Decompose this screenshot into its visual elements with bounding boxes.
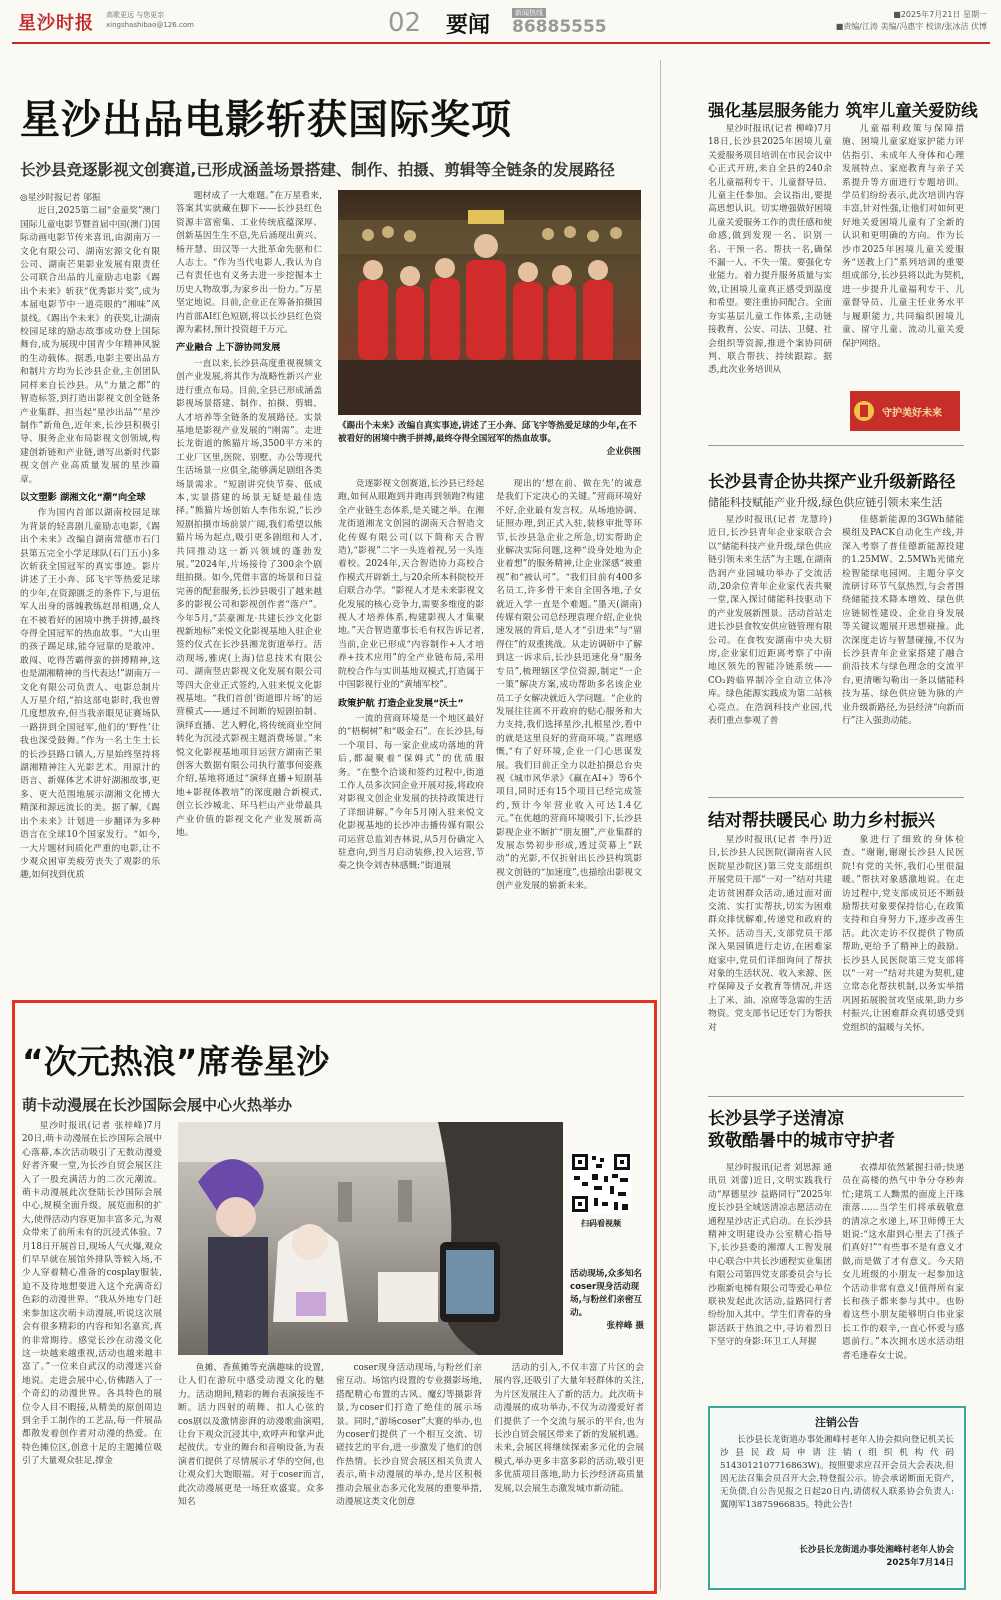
lead-paragraph: 竞逐影视文创赛道,长沙县已经起跑,如何从眼跑到并跑再到领跑?构建全产业链生态体系,是关键之举。在湘龙街道湘龙文创园的湖南天合智造文化传媒有限公司(以下简称天合智造),“影视”二字一头连着视,另一头连着校。2024年,天合智造协力高校合作模式开辟新土,与20余所本科院校开启联合办学。“影视人才是未来影视文化发展的核心竞争力,需要多维度的影视人才培养体系,构建影视人才集聚地。”天合智造董事长毛有权告诉记者,当前,企业已形成“内容制作+人才培养+技术应用”的全产业链布局,采用院校合作与实训基地双模式,打造属于中国影视行业的“黄埔军校”。	[338, 479, 484, 691]
lead-paragraph: 一流的营商环境是一个地区最好的“梧桐树”和“吸金石”。在长沙县,每一个项目、每一家企业成功落地的背后,都凝聚着“保姆式”的优质服务。“在整个洽谈和签约过程中,街道工作人员多次同企业开展对接,将政府对影视文创企业发展的扶持政策进行了详细讲解。”今年5月刚入驻来悦文化影视基地的长沙冲击播传媒有限公司运营总监刘杏林说,从5月份确定入驻意向,到当月启动装修,投入运营,节奏之快令刘杏林感慨:“街道展	[338, 713, 484, 872]
summer-volunteers-title-line-2: 致敬酷暑中的城市守护者	[708, 1131, 895, 1151]
notice-date: 2025年7月14日	[886, 1558, 954, 1568]
summer-volunteers-paragraph: 衣襟却依然紧握扫帚;快递员在高楼的热气中争分夺秒奔忙;建筑工人黝黑的面庞上汗珠滚落……当学生们将承载敬意的清凉之水递上,环卫师傅王大姐说:“这水甜到心里去了!孩子们真好!”“有些事不是有意义才做,而是做了才有意义。今天陪女儿班级的小朋友一起参加这个活动非常有意义!值得所有家长和孩子都来参与其中。也盼着这些小朋友能够明白伟业家长工作的艰辛,一直心怀爱与感恩前行。”本次拥水送水活动组者毛逢春女士说。	[842, 1163, 964, 1361]
lead-paragraph: 作为国内首部以湖南校园足球为背景的轻喜剧儿童励志电影,《踢出个未来》改编自湖南常德市石门县第五完全小学足球队(石门五小)多次斩获全国冠军的真实事迹。影片讲述了王小奔、邱飞宇等热爱足球的少年,在资源匮乏的条件下,与退伍军人出身的落魄教练赵昂相遇,众人在不被看好的困境中携手拼搏,最终夺得全国冠军的热血故事。“大山里的孩子踢足球,能夺冠靠的是敢冲、敢闯、吃得苦霸得蛮的拼搏精神,这也是湖湘精神的当代表达!”湖南万一文化有限公司负责人、电影总制片人万星介绍,“拍这部电影时,我也曾几度想放弃,但当我亲眼见证赛场队一路拼到全国冠军,他们的‘野性’让我也深受鼓舞。”作为一名土生土长的长沙县路口镇人,万星始终坚持将湖湘精神注入光影艺术。用原汁的语言、新媒体艺术讲好湖湘故事,更多、更大范围地展示湖湘文化博大精深和源远流长的美。据了解,《踢出个未来》计划进一步翻译为多种语言在全球10个国家发行。“如今,一大片题材间质化严重的电影,让不少观众困审美疲劳丧失了观影的乐趣,如何找到优质	[20, 508, 160, 881]
summer-volunteers-column-2	[842, 1162, 964, 1396]
lead-caption-text: 《踢出个未来》改编自真实事迹,讲述了王小奔、邱飞宇等热爱足球的少年,在不被看好的困境中携手拼搏,最终夺得全国冠军的热血故事。	[338, 421, 637, 444]
lead-paragraph: 近日,2025第二届“金童奖”澳门国际儿童电影节暨首届中国(澳门)国际动画电影节传来喜讯,由湖南万一文化有限公司、湖南宏源文化有限公司、湖南芒果影业发展有限责任公司联合出品的儿童励志电影《踢出个未来》斩获“优秀影片奖”,成为本届电影节中一道亮眼的“湘味”风景线。《踢出个未来》的获奖,让湖南校园足球的励志故事成功登上国际舞台,成为展现中国青少年精神风貌的生动载体。据悉,电影主要出品方和制片方均为长沙县企业,主创团队同样来自长沙县。从“力量之都”的智造标签,到打造出影视文创全链条产业集群、担当起“星沙出品”“星沙制作”新角色,近年来,长沙县积极引导、服务企业布局影视文创领域,构建创新链和产业链,谱写出新时代影视文创产业高质量发展的星沙篇章。	[20, 206, 160, 485]
page-number: 02	[388, 8, 422, 38]
notice-title: 注销公告	[815, 1416, 859, 1429]
feature-photo-caption	[570, 1268, 644, 1333]
rural-aid-column-2	[842, 834, 964, 1076]
feature-paragraph: coser现身活动现场,与粉丝们亲密互动。场馆内设置的专业摄影场地,搭配精心布置的古风、魔幻等摄影背景,为coser们打造了绝佳的展示场景。同时,“游场coser”大赛的举办,也为coser们提供了一个相互交流、切磋技艺的平台,进一步激发了他们的创作热情。长沙自贸会展区相关负责人表示,萌卡动漫展的举办,是片区积极推动会展业态多元化发展的重要举措,动漫展这类文化创意	[336, 1363, 482, 1508]
lead-photo	[338, 190, 641, 415]
child-care-column-1	[708, 123, 832, 431]
masthead-rule	[12, 42, 990, 44]
lead-paragraph: 现出的‘想在前、做在先’的诚意是我们下定决心的关键。”营商环境好不好,企业最有发言权。从场地协调、证照办理,到正式入驻,装修审批等环节,长沙县急企业之所急,切实帮助企业解决实际问题,这种“设身处地为企业着想”的服务精神,让企业深感“被重视”和“被认可”。“我们目前有400多名员工,许多骨干来自全国各地,子女就近入学一直是个难题。”墨天(湖南)传媒有限公司总经理袁理介绍,企业快速发展的背后,是人才“引进来”与“留得住”的双重挑战。从走访调研中了解到这一诉求后,长沙县迅速化身“服务专员”,梳理辖区学位资源,制定“一企一策”解决方案,成功帮助多名该企业员工子女解决就近入学问题。“企业的发展往往离不开政府的贴心服务和大力支持,我们选择星沙,扎根星沙,看中的就是这里良好的营商环境。”袁理感慨,“有了好环境,企业一门心思谋发展。我们目前正全力以赴拍摄总台央视《城市风华录》《赢在AI+》等6个项目,同时还有15个项目已经完成签约,预计今年营业收入可达1.4亿元。”在优越的营商环境吸引下,长沙县影视企业不断扩“朋友圈”,产业集群的发展态势初步形成,透过荧幕上“跃动”的光影,不仅折射出长沙县构筑影视文创链的“加速度”,也描绘出影视文创产业发展的崭新未来。	[496, 479, 642, 892]
lead-subhead-2: 产业融合 上下游协同发展	[176, 342, 281, 354]
notice-signer: 长沙县长龙街道办事处湘峰村老年人协会	[799, 1545, 954, 1555]
editors-credit: ■责编/江涛 美编/冯惠宇 校读/张冰洁 伏博	[835, 22, 987, 31]
notice-body	[720, 1434, 954, 1544]
youth-entrepreneurs-paragraph: 佳德新能源的3GWh储能模组及PACK自动化生产线,并深入考察了普佳德新能源投建的1.25MW、2.5MWh光储充检智能绿电园网。主题分享交流研讨环节气氛热烈,与会者围绕储能技术降本增效、绿色供应链韧性建设、企业自身发展等关键议题展开思想碰撞。此次深度走访与智慧碰撞,不仅为长沙县青年企业家搭建了融合前沿技术与绿色理念的交流平台,更清晰勾勒出一条以储能科技为基、绿色供应链为脉的产业升级新路径,为县经济“向新而行”注入强劲动能。	[842, 515, 964, 727]
feature-paragraph: 活动的引入,不仅丰富了片区的会展内容,还吸引了大量年轻群体的关注,为片区发展注入了新的活力。此次萌卡动漫展的成功举办,不仅为动漫爱好者们提供了一个交流与展示的平台,也为长沙自贸会展区带来了新的发展机遇。未来,会展区将继续探索多元化的会展模式,举办更多丰富多彩的活动,吸引更多优质项目落地,助力长沙经济高质量发展,以会展生态激发城市新动能。	[494, 1363, 644, 1494]
feature-photo	[178, 1122, 563, 1355]
issue-info	[836, 9, 987, 33]
youth-entrepreneurs-paragraph: 星沙时报讯(记者 龙慧玲)近日,长沙县青年企业家联合会以“储能科技产业升级,绿色供应链引领未来生活”为主题,在湖南浩润产业园城功举办了交流活动,20余位青年企业家代表共聚一堂,深入探讨储能科技驱动下的产业发展新图景。活动首站走进长沙县食牧安供应链管理有限公司。在食牧安湖南中央大厨房,企业家们近距离考察了中南地区领先的智能冷链系统——CO₂跨临界制冷全自动立体冷库。绿色能源实践成为第二站核心亮点。在浩润科技产业园,代表们重点参观了普	[708, 515, 832, 727]
ad-text: 守护美好未来	[882, 408, 942, 419]
story-headline-summer-volunteers	[708, 1108, 895, 1152]
cancellation-notice	[708, 1406, 966, 1590]
feature-column-4	[494, 1362, 644, 1590]
cosplay-photo	[178, 1122, 563, 1355]
child-care-paragraph: 星沙时报讯(记者 柳峰)7月18日,长沙县2025年困境儿童关爱服务项目培训在市民会议中心正式开班,来自全县的240余名儿童福利专干、儿童督导员、儿童主任参加。会议指出,要提高思想认识。切实增强做好困境儿童关爱服务工作的责任感和使命感,做到发现一名、识别一名、干预一名、帮扶一名,确保不漏一人、不失一策。要强化专业能力。着力提升服务质量与实效,让困境儿童真正感受到温度和希望。要注重协同配合。全面夯实基层儿童工作体系,主动链接教育、公安、司法、卫健、社会组织等资源,推进个案协同研判、联合帮扶、持续跟踪。据悉,此次业务培训从	[708, 124, 832, 376]
summer-volunteers-paragraph: 星沙时报讯(记者 刘思源 通讯员 刘蕾)近日,文明实践我行动“厚德星沙 益路同行”2025年度长沙县全域送清凉志愿活动在通程星沙店正式启动。在长沙县精神文明建设办公室精心指导下,长沙县委的湘潭人工智发展中心联合中共长沙通程实业集团有限公司第四党支部委员会与长沙瓶新电梯有限公司等爱心单位联袂发起此次活动,益路同行者纷纷加入其中。学生们青春的身影活跃于热浪之中,寻访着烈日下坚守的身影:环卫工人拜握	[708, 1163, 832, 1348]
summer-volunteers-title-line-1: 长沙县学子送清凉	[708, 1109, 844, 1129]
lead-paragraph: 题材成了一大难题。”在万星看来,答案其实就藏在脚下——长沙县红色资源丰富密集、工业传统底蕴深厚、创新基因生生不息,先后涌现出黄兴、杨开慧、田汉等一大批革命先驱和仁人志士。“作为当代电影人,我认为自己有责任也有义务去进一步挖掘本土历史人物故事,为家乡出一份力。”万星坚定地说。目前,企业正在筹备拍摄国内首部AI红色短剧,将以长沙县红色资源为素材,预计投资超千万元。	[176, 191, 322, 336]
child-care-column-2	[842, 123, 964, 387]
qr-label: 扫码看视频	[581, 1219, 621, 1228]
slogan: 高歌更远 与您更亲 xingshashibao@126.com	[106, 11, 194, 29]
section-name: 要闻	[446, 13, 491, 38]
feature-subheadline: 萌卡动漫展在长沙国际会展中心火热举办	[22, 1096, 293, 1114]
lead-byline: ◎星沙时报记者 邬振	[20, 193, 101, 203]
notice-text: 长沙县长龙街道办事处湘峰村老年人协会拟向登记机关长沙县民政局申请注销(组织机构代码5143012107716863W)。按照要求应召开会员大会表决,但因无法召集会员召开大会,特登报公示。协会承诺断面无资产,无负债,自公告见报之日起20日内,请债权人联系协会负责人:翼刚军13875966835。特此公告!	[720, 1435, 954, 1510]
lead-subheadline: 长沙县竞逐影视文创赛道,已形成涵盖场景搭建、制作、拍摄、剪辑等全链条的发展路径	[20, 161, 615, 179]
feature-column-2	[178, 1362, 324, 1590]
summer-volunteers-column-1	[708, 1162, 832, 1396]
lead-paragraph: 一直以来,长沙县高度重视视频文创产业发展,将其作为战略性新兴产业进行重点布局。目前,全县已形成涵盖影视场景搭建、制作、拍摄、剪辑、人才培养等全链条的发展路径。实景基地是影视产业发展的“刚需”。走进长龙街道的熊猫片场,3500平方米的工业厂区里,医院、别墅、办公等现代生活场景一应俱全,能够满足剧组各类场景需求。“短剧讲究快节奏、低成本,实景搭建的场景无疑是最佳选择。”熊猫片场创始人李伟东说,“长沙短剧拍摄市场前景广阔,我们希望以熊猫片场为起点,吸引更多剧组和人才,共同推动这一新兴领域的蓬勃发展。”2024年,片场接待了300余个剧组拍摄。如今,凭借丰富的场景和日益完善的配套服务,长沙县吸引了越来越多的影视公司和影视创作者“落户”。今年5月,“芸豪湘龙·共建长沙文化影视新地标”来悦文化影视基地入驻企业签约仪式在长沙县湘龙街道举行。活动现场,雅虎(上海)信息技术有限公司、湖南竖店影视文化发展有限公司等四大企业正式签约,入驻来悦文化影视基地。“我们首创‘街道即片场’的运营模式——通过不间断的短剧拍制、演绎直播、艺人孵化,将传统商业空间转化为沉浸式影视主题消费场景。”来悦文化影视基地项目运营方湖南芒果创客大数据有限公司执行董事何姿燕介绍,基地将通过“演绎直播+短剧基地+影视体教培”的深度融合新模式,创立长沙城北、环马栏山产业带最具产业价值的影视文化产业发展新高地。	[176, 358, 322, 839]
lead-column-2	[176, 190, 322, 984]
rural-aid-column-1	[708, 834, 832, 1076]
newspaper-logo: 星沙时报	[18, 13, 94, 34]
lead-photo-credit: 企业供图	[606, 447, 641, 457]
lead-headline: 星沙出品电影斩获国际奖项	[20, 97, 512, 143]
rural-aid-paragraph: 星沙时报讯(记者 李丹)近日,长沙县人民医院(湖南省人民医院星沙院区)第三党支部组织开展党员干部“一对一”结对共建走访贫困群众活动,通过面对面交流、实打实帮扶,切实为困难群众排忧解难,传递党和政府的关怀。活动当天,支部党员干部深入果园镇进行走访,在困难家庭家中,党员们详细询问了帮扶对象的生活状况、收入来源、医疗保障及子女教育等情况,并送上了米、油、凉席等急需的生活物资。党支部书记还专门为帮扶对	[708, 835, 832, 1033]
feature-paragraph: 鱼摊、香蕉摊等充满趣味的设置,让人们在游玩中感受动漫文化的魅力。活动期间,精彩的舞台表演接连不断。活力四射的萌舞、扣人心弦的cos剧以及激情澎湃的动漫歌曲演唱,让台下观众沉浸其中,欢呼声和掌声此起彼伏。专业的舞台和音响设备,为表演者们提供了尽情展示才华的空间,也让观众们大饱眼福。对于coser而言,此次动漫展更是一场狂欢盛宴。众多知名	[178, 1363, 324, 1508]
youth-entrepreneurs-column-1	[708, 514, 832, 790]
section-rule	[708, 797, 964, 798]
qr-code-icon	[570, 1152, 632, 1214]
ad-banner	[850, 391, 960, 431]
rural-aid-paragraph: 象进行了细致的身体检查。“谢谢,谢谢长沙县人民医院!有党的关怀,我们心里很温暖。”帮扶对象感激地说。在走访过程中,党支部成员还不断鼓励帮扶对象要保持信心,在政策支持和自身努力下,逐步改善生活。此次走访不仅提供了物质帮助,更给予了精神上的鼓励。长沙县人民医院第三党支部将以“一对一”结对共建为契机,建立常态化帮扶机制,以务实举措巩固拓展脱贫攻坚成果,助力乡村振兴,让困难群众真切感受到党组织的温暖与关怀。	[842, 835, 964, 1033]
section-rule	[708, 445, 964, 446]
lead-column-4	[496, 478, 642, 984]
issue-date: ■2025年7月21日 星期一	[893, 10, 987, 19]
feature-column-3	[336, 1362, 482, 1590]
lead-column-1	[20, 192, 160, 984]
lead-subhead-1: 以文塑影 湖湘文化“潮”向全球	[20, 491, 146, 503]
child-care-paragraph: 儿童福利政策与保障措施、困境儿童家庭家护能力评估指引、未成年人身体和心理发展特点、家庭教育与亲子关系提升等方面进行专题培训。学员们纷纷表示,此次培训内容丰富,针对性强,让他们对如何更好地关爱困境儿童有了全新的认识和更明确的方向。作为长沙市2025年困境儿童关爱服务“送教上门”系列培训的重要组成部分,长沙县将以此为契机,进一步提升儿童福利专干、儿童督导员、儿童主任业务水平与履职能力,共同编织困境儿童、留守儿童、流动儿童关爱保护网络。	[842, 124, 964, 349]
lead-photo-caption	[338, 420, 641, 459]
hotline-number: 86885555	[512, 17, 607, 37]
feature-caption-text: 活动现场,众多知名coser现身活动现场,与粉丝们亲密互动。	[570, 1269, 643, 1318]
masthead	[0, 0, 1001, 44]
story-headline-rural-aid: 结对帮扶暖民心 助力乡村振兴	[708, 811, 935, 831]
story-headline-child-care: 强化基层服务能力 筑牢儿童关爱防线	[708, 101, 978, 120]
feature-headline: “次元热浪”席卷星沙	[22, 1042, 330, 1081]
story-headline-youth-entrepreneurs: 长沙县青企协共探产业升级新路径	[708, 472, 956, 491]
feature-column-1	[22, 1120, 162, 1590]
lead-subhead-3: 政策护航 打造企业发展“沃土”	[338, 697, 464, 709]
feature-paragraph: 星沙时报讯(记者 张梓峰)7月20日,萌卡动漫展在长沙国际会展中心落幕,本次活动吸引了无数动漫爱好者齐聚一堂,为长沙自贸会展区注入了一股充满活力的二次元潮流。萌卡动漫展此次登陆长沙国际会展中心,规模全面升级。展览面积的扩大,使得活动内容更加丰富多元,为观众带来了前所未有的沉浸式体验。7月18日开展首日,现场人气火爆,观众们早早就在展馆外排队等候入场,不少人穿着精心准备的cosplay服装,迫不及待地想要进入这个充满奇幻色彩的动漫世界。“我从外地专门赶来参加这次萌卡动漫展,听说这次展会有很多精彩的内容和知名嘉宾,真的非常期待。感觉长沙在动漫文化这一块越来越重视,活动也越来越丰富了。”一位来自武汉的动漫迷兴奋地说。走进会展中心,仿佛踏入了一个奇幻的动漫世界。各具特色的展位令人目不暇接,从精美的原创周边到全手工制作的工艺品,每一件展品都散发着创作者对动漫的热爱。在特色摊位区,创意十足的主题摊位吸引了大量观众驻足,撑金	[22, 1121, 162, 1467]
column-divider	[660, 60, 661, 1590]
feature-photo-credit: 张梓峰 摄	[606, 1321, 644, 1331]
football-team-photo	[338, 190, 641, 415]
hotline-label: 新闻热线	[512, 8, 546, 18]
youth-entrepreneurs-subheadline: 储能科技赋能产业升级,绿色供应链引领未来生活	[708, 496, 943, 509]
section-rule	[708, 1096, 964, 1097]
qr-code[interactable]	[570, 1152, 632, 1214]
youth-entrepreneurs-column-2	[842, 514, 964, 790]
lead-column-3	[338, 478, 484, 984]
